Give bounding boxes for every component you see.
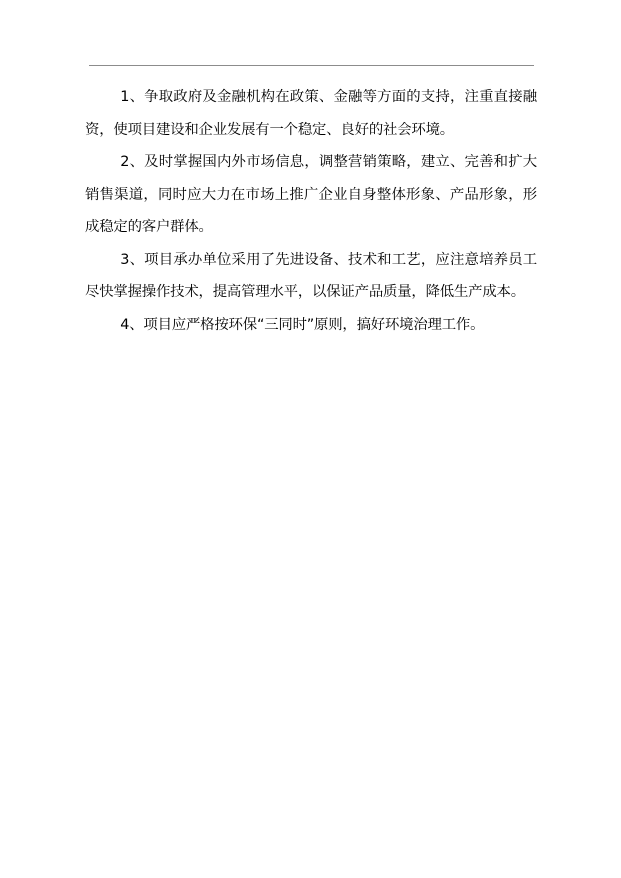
- header-rule: [89, 65, 534, 66]
- paragraph-1: 1、争取政府及金融机构在政策、金融等方面的支持，注重直接融资，使项目建设和企业发展有一个稳定、良好的社会环境。: [85, 89, 537, 138]
- document-body: [85, 81, 537, 341]
- paragraph-4: 4、项目应严格按环保“三同时”原则，搞好环境治理工作。: [120, 316, 485, 333]
- paragraph-3: 3、项目承办单位采用了先进设备、技术和工艺，应注意培养员工尽快掌握操作技术，提高管理水平，以保证产品质量，降低生产成本。: [85, 251, 537, 300]
- paragraph-2: 2、及时掌握国内外市场信息，调整营销策略，建立、完善和扩大销售渠道，同时应大力在市场上推广企业自身整体形象、产品形象，形成稳定的客户群体。: [85, 154, 537, 235]
